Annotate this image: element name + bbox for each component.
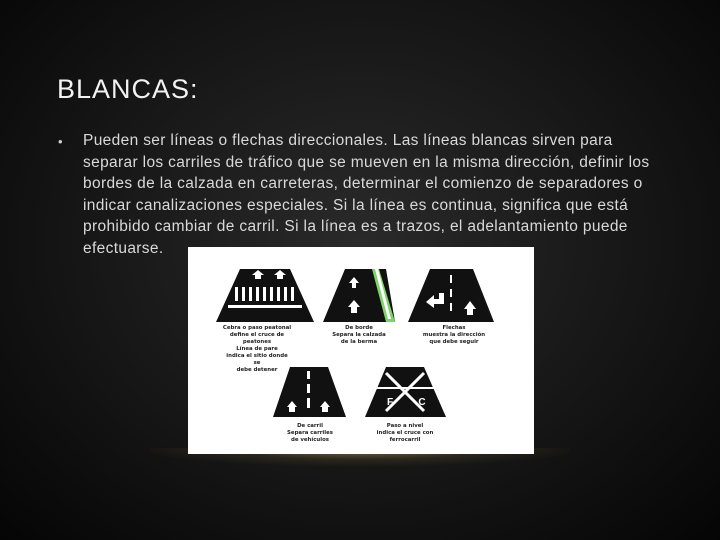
bullet-icon: • bbox=[58, 134, 63, 149]
caption-line: Línea de pare bbox=[236, 346, 278, 352]
slide-title: BLANCAS: bbox=[57, 74, 199, 104]
caption-line: Cebra o paso peatonal bbox=[222, 325, 292, 331]
caption-line: define el cruce de peatones bbox=[229, 332, 285, 345]
road-lane-line-icon bbox=[273, 367, 346, 417]
caption-edge-line bbox=[329, 325, 389, 346]
crossing-letter-c: C bbox=[418, 397, 426, 408]
road-crosswalk-icon bbox=[216, 269, 314, 322]
caption-line: De borde bbox=[345, 325, 373, 331]
road-railroad-crossing-icon bbox=[365, 367, 446, 417]
caption-line: indica el cruce con bbox=[376, 430, 434, 436]
road-markings-figure bbox=[188, 247, 534, 454]
caption-railroad-crossing bbox=[370, 423, 440, 444]
caption-line: muestra la dirección bbox=[422, 332, 486, 338]
caption-line: que debe seguir bbox=[429, 339, 479, 345]
caption-line: debe detener bbox=[236, 367, 278, 373]
caption-line: indica el sitio donde se bbox=[226, 353, 288, 366]
road-edge-line-icon bbox=[323, 269, 395, 322]
caption-line: Separa la calzada bbox=[332, 332, 386, 338]
slide-body-text: Pueden ser líneas o flechas direccionales. Las líneas blancas sirven para separar los carriles de tráfico que se mueven en la misma dirección, definir los bordes de la calzada en carreteras, determinar el comienzo de separadores o indicar canalizaciones especiales. Si la línea es continua, significa que está prohibido cambiar de carril. Si la línea es a trazos, el adelantamiento puede efectuarse. bbox=[83, 132, 650, 257]
caption-line: de la berma bbox=[340, 339, 378, 345]
caption-line: de vehículos bbox=[290, 437, 330, 443]
caption-line: Separa carriles bbox=[287, 430, 333, 436]
crossing-letter-f: F bbox=[386, 397, 394, 408]
road-arrows-icon bbox=[408, 269, 494, 322]
caption-lane-line bbox=[280, 423, 340, 444]
caption-crosswalk bbox=[222, 325, 292, 374]
caption-line: De carril bbox=[297, 423, 323, 429]
caption-line: Flechas bbox=[442, 325, 466, 331]
caption-line: Paso a nivel bbox=[386, 423, 424, 429]
caption-line: ferrocarril bbox=[389, 437, 421, 443]
caption-arrows bbox=[416, 325, 492, 346]
